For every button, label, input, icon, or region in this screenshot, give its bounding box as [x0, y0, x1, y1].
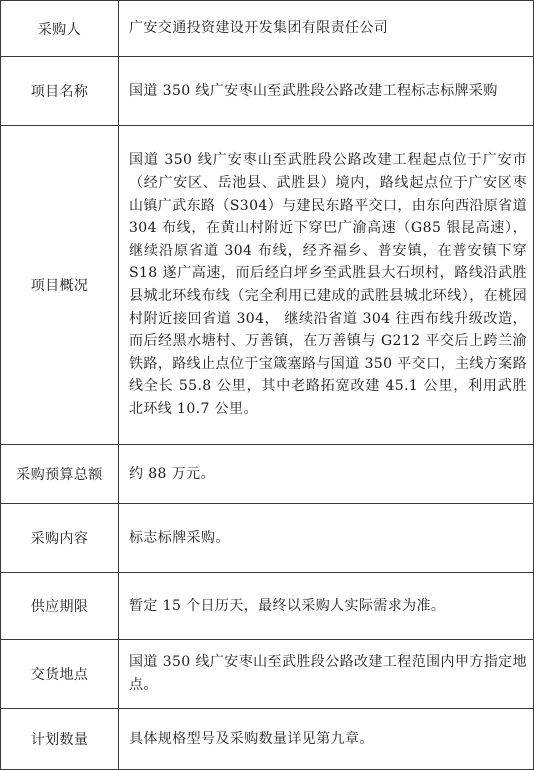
- table-row-delivery-location: [1, 640, 534, 709]
- table-row-budget: [1, 445, 534, 504]
- table-row-planned-quantity: [1, 709, 534, 770]
- table-row-project-name: [1, 57, 534, 126]
- row-label: 项目概况: [1, 126, 119, 445]
- table-row-supply-period: [1, 573, 534, 640]
- row-label: 交货地点: [1, 640, 119, 709]
- row-label: 供应期限: [1, 573, 119, 640]
- row-value: 国道 350 线广安枣山至武胜段公路改建工程范围内甲方指定地点。: [119, 640, 534, 709]
- row-value: 暂定 15 个日历天，最终以采购人实际需求为准。: [119, 573, 534, 640]
- table-row-purchaser: [1, 1, 534, 57]
- row-value: 具体规格型号及采购数量详见第九章。: [119, 709, 534, 770]
- row-value: 国道 350 线广安枣山至武胜段公路改建工程标志标牌采购: [119, 57, 534, 126]
- row-value: 国道 350 线广安枣山至武胜段公路改建工程起点位于广安市（经广安区、岳池县、武胜县）境内，路线起点位于广安区枣山镇广武东路（S304）与建民东路平交口，由东向西沿原省道 304 布线，在黄山村附近下穿巴广渝高速（G85 银昆高速），继续沿原省道 304 布线，经齐福乡、普安镇，在普安镇下穿 S18 遂广高速，而后经白坪乡至武胜县大石坝村，路线沿武胜县城北环线布线（完全利用已建成的武胜县城北环线），在桃园村附近接回省道 304， 继续沿省道 304 往西布线升级改造，而后经黑水塘村、万善镇，在万善镇与 G212 平交后上跨兰渝铁路，路线止点位于宝箴塞路与国道 350 平交口，主线方案路线全长 55.8 公里，其中老路拓宽改建 45.1 公里，利用武胜北环线 10.7 公里。: [119, 126, 534, 445]
- row-value: 广安交通投资建设开发集团有限责任公司: [119, 1, 534, 57]
- table-row-content: [1, 504, 534, 573]
- row-value: 标志标牌采购。: [119, 504, 534, 573]
- row-label: 采购预算总额: [1, 445, 119, 504]
- row-value: 约 88 万元。: [119, 445, 534, 504]
- row-label: 项目名称: [1, 57, 119, 126]
- table-row-project-overview: [1, 126, 534, 445]
- row-label: 计划数量: [1, 709, 119, 770]
- row-label: 采购内容: [1, 504, 119, 573]
- row-label: 采购人: [1, 1, 119, 57]
